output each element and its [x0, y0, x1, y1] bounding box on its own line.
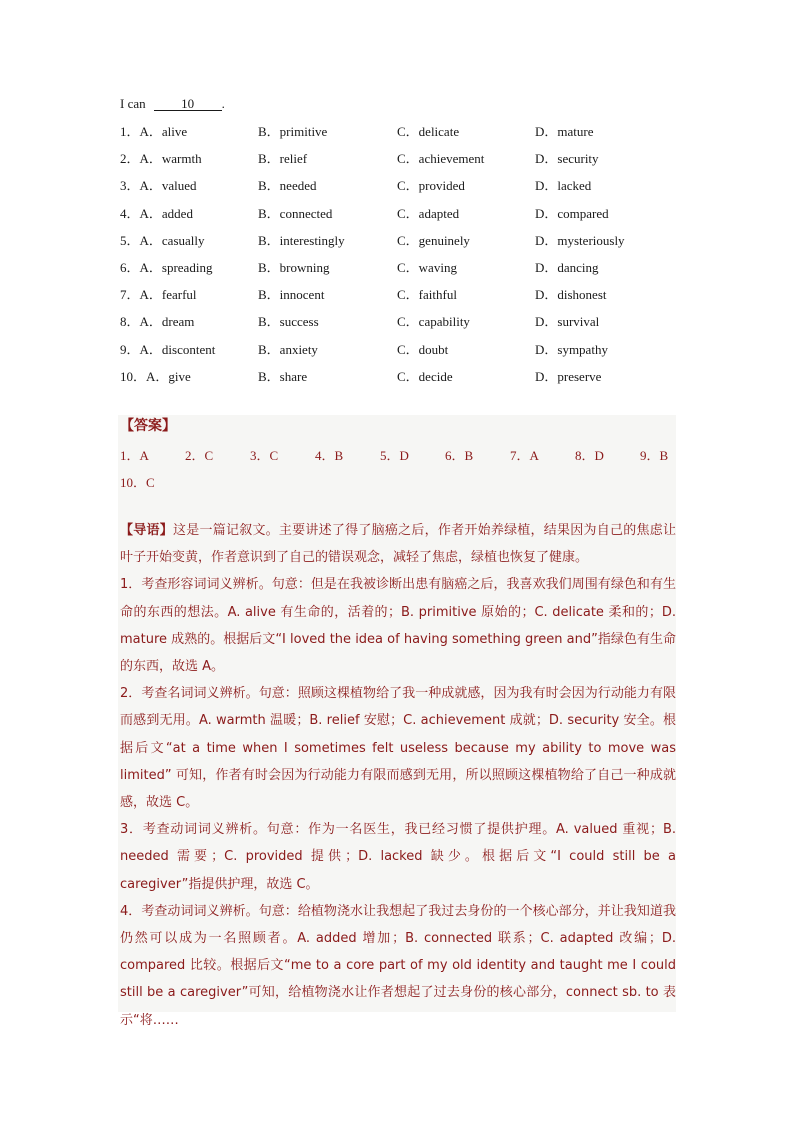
option-a-text: A．valued: [139, 178, 197, 194]
question-number: 9．: [120, 341, 140, 357]
answer-item: 1．A: [120, 448, 149, 463]
question-number: 8．: [120, 314, 140, 330]
option-a: [120, 311, 194, 330]
question-number: 6．: [120, 259, 140, 275]
option-c: C．waving: [397, 259, 457, 275]
option-d: D．mysteriously: [535, 232, 625, 248]
option-a: [120, 339, 215, 358]
answer-item: 7．A: [510, 448, 539, 463]
question-row: [120, 311, 680, 338]
prompt-text: I can: [120, 96, 146, 111]
answer-key-row-1: [120, 445, 676, 463]
option-b: B．connected: [258, 205, 333, 221]
option-c: C．genuinely: [397, 232, 470, 248]
answer-item: 10．C: [120, 475, 155, 490]
option-b: B．interestingly: [258, 232, 345, 248]
question-row: [120, 366, 680, 393]
explanation-block: [120, 517, 676, 1034]
option-c: C．adapted: [397, 205, 460, 221]
option-a: [120, 366, 191, 385]
question-prompt-line: [120, 96, 225, 112]
option-d: D．sympathy: [535, 341, 608, 357]
option-d: D．lacked: [535, 178, 592, 194]
explanation-item: 2．考查名词词义辨析。句意：照顾这棵植物给了我一种成就感，因为我有时会因为行动能力有限而感到无用。A. warmth 温暖；B. relief 安慰；C. achievement 成就；D. security 安全。根据后文“at a time when I sometimes felt useless because my ability to move was limited” 可知，作者有时会因为行动能力有限而感到无用，所以照顾这棵植物给了自己一种成就感，故选 C。: [120, 686, 676, 811]
option-d: D．compared: [535, 205, 609, 221]
question-number: 7．: [120, 287, 140, 303]
option-c: C．capability: [397, 314, 470, 330]
option-a-text: A．dream: [139, 314, 195, 330]
answer-item: 6．B: [445, 448, 474, 463]
answer-item: 2．C: [185, 448, 214, 463]
question-number: 4．: [120, 205, 140, 221]
option-b: B．primitive: [258, 124, 328, 139]
option-d: D．survival: [535, 314, 600, 330]
prompt-suffix: .: [221, 96, 225, 111]
question-number: 5．: [120, 232, 140, 248]
option-b: B．anxiety: [258, 341, 318, 357]
option-a: [120, 284, 197, 303]
option-a: [120, 175, 197, 194]
option-a: [120, 257, 212, 276]
explanation-item: 4．考查动词词义辨析。句意：给植物浇水让我想起了我过去身份的一个核心部分，并让我知道我仍然可以成为一名照顾者。A. added 增加；B. connected 联系；C. adapted 改编；D. compared 比较。根据后文“me to a core part of my old identity and taught me I could still be a caregiver”可知，给植物浇水让作者想起了过去身份的核心部分，connect sb. to 表示“将……: [120, 903, 676, 1028]
option-d: D．dishonest: [535, 287, 607, 303]
answer-label: 【答案】: [120, 418, 176, 434]
question-row: [120, 121, 680, 148]
option-c: C．faithful: [397, 287, 457, 303]
question-number: 1．: [120, 124, 140, 139]
answer-item: 9．B: [640, 448, 669, 463]
option-a: [120, 121, 187, 140]
option-b: B．needed: [258, 178, 317, 194]
option-a-text: A．added: [139, 205, 193, 221]
question-row: [120, 284, 680, 311]
question-row: [120, 203, 680, 230]
answer-key-row-2: [120, 472, 676, 490]
option-a-text: A．alive: [139, 124, 188, 139]
option-a-text: A．warmth: [139, 151, 202, 167]
answer-item: 3．C: [250, 448, 279, 463]
option-a-text: A．fearful: [139, 287, 197, 303]
option-b: B．relief: [258, 151, 308, 167]
option-a-text: A．give: [146, 368, 191, 384]
option-a-text: A．discontent: [139, 341, 216, 357]
option-b: B．success: [258, 314, 319, 330]
option-d: D．security: [535, 151, 599, 167]
question-row: [120, 148, 680, 175]
guide-text: 这是一篇记叙文。主要讲述了得了脑癌之后，作者开始养绿植，结果因为自己的焦虑让叶子开始变黄，作者意识到了自己的错误观念，减轻了焦虑，绿植也恢复了健康。: [120, 523, 676, 566]
option-a: [120, 230, 205, 249]
question-row: [120, 257, 680, 284]
option-b: B．share: [258, 368, 308, 384]
option-c: C．doubt: [397, 341, 449, 357]
option-d: D．dancing: [535, 259, 599, 275]
answer-blank: 10: [154, 97, 222, 111]
option-c: C．provided: [397, 178, 465, 194]
answer-section: [118, 415, 676, 1028]
question-row: [120, 339, 680, 366]
question-number: 2．: [120, 151, 140, 167]
option-a-text: A．casually: [139, 232, 205, 248]
option-a: [120, 203, 193, 222]
explanation-item: 3．考查动词词义辨析。句意：作为一名医生，我已经习惯了提供护理。A. valued 重视；B. needed 需要；C. provided 提供；D. lacked 缺少。根据后文“I could still be a caregiver”指提供护理，故选 C。: [120, 822, 676, 892]
option-b: B．browning: [258, 259, 330, 275]
guide-label: 【导语】: [120, 523, 173, 538]
option-a-text: A．spreading: [139, 259, 213, 275]
option-a: [120, 148, 202, 167]
option-c: C．achievement: [397, 151, 485, 167]
explanation-item: 1．考查形容词词义辨析。句意：但是在我被诊断出患有脑癌之后，我喜欢我们周围有绿色和有生命的东西的想法。A. alive 有生命的，活着的；B. primitive 原始的；C. delicate 柔和的；D. mature 成熟的。根据后文“I loved the idea of having something green and”指绿色有生命的东西，故选 A。: [120, 577, 676, 675]
options-list: [120, 121, 680, 393]
answer-item: 8．D: [575, 448, 604, 463]
answer-item: 5．D: [380, 448, 409, 463]
option-b: B．innocent: [258, 287, 325, 303]
option-c: C．delicate: [397, 124, 460, 139]
question-row: [120, 230, 680, 257]
guide-paragraph: [120, 517, 676, 571]
question-number: 3．: [120, 178, 140, 194]
question-row: [120, 175, 680, 202]
option-d: D．mature: [535, 124, 594, 139]
option-c: C．decide: [397, 368, 453, 384]
answer-item: 4．B: [315, 448, 344, 463]
question-number: 10．: [120, 368, 147, 384]
option-d: D．preserve: [535, 368, 602, 384]
